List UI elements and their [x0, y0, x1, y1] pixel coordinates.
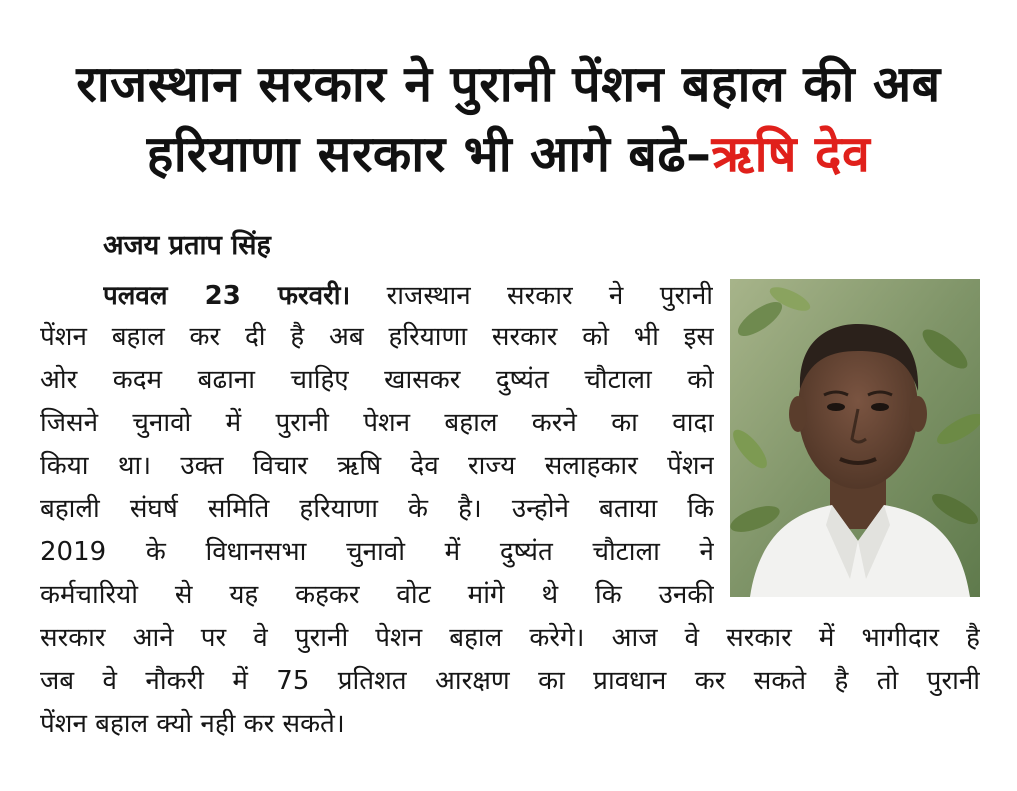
article-line-4: जिसने चुनावो में पुरानी पेशन बहाल करने का वादा [40, 408, 714, 438]
headline-accent-name: ऋषि देव [711, 125, 871, 183]
article-line-9: सरकार आने पर वे पुरानी पेशन बहाल करेगे। आज वे सरकार में भागीदार है [40, 623, 980, 653]
article-line-10: जब वे नौकरी में 75 प्रतिशत आरक्षण का प्रावधान कर सकते है तो पुरानी [40, 666, 980, 696]
article-line-1-text: राजस्थान सरकार ने पुरानी [386, 281, 713, 311]
article-line-2: पेंशन बहाल कर दी है अब हरियाणा सरकार को भी इस [40, 322, 714, 352]
article-line-6: बहाली संघर्ष समिति हरियाणा के है। उन्होने बताया कि [40, 494, 714, 524]
byline: अजय प्रताप सिंह [103, 230, 271, 261]
article-line-5: किया था। उक्त विचार ऋषि देव राज्य सलाहकार पेंशन [40, 451, 714, 481]
headline-line-2 [18, 118, 999, 190]
article-line-7: 2019 के विधानसभा चुनावो में दुष्यंत चौटाला ने [40, 537, 714, 567]
portrait-illustration [730, 279, 980, 597]
article-line-3: ओर कदम बढाना चाहिए खासकर दुष्यंत चौटाला को [40, 365, 714, 395]
headline-line-1 [18, 48, 999, 120]
headline-text-1: राजस्थान सरकार ने पुरानी पेंशन बहाल की अब [76, 55, 941, 113]
article-line-11: पेंशन बहाल क्यो नही कर सकते। [40, 709, 345, 739]
headline-text-2: हरियाणा सरकार भी आगे बढे– [146, 125, 712, 183]
article-line-8: कर्मचारियो से यह कहकर वोट मांगे थे कि उनकी [40, 580, 714, 610]
portrait-photo [730, 279, 980, 597]
dateline: पलवल 23 फरवरी। [103, 281, 351, 311]
article-line-1 [103, 279, 713, 313]
